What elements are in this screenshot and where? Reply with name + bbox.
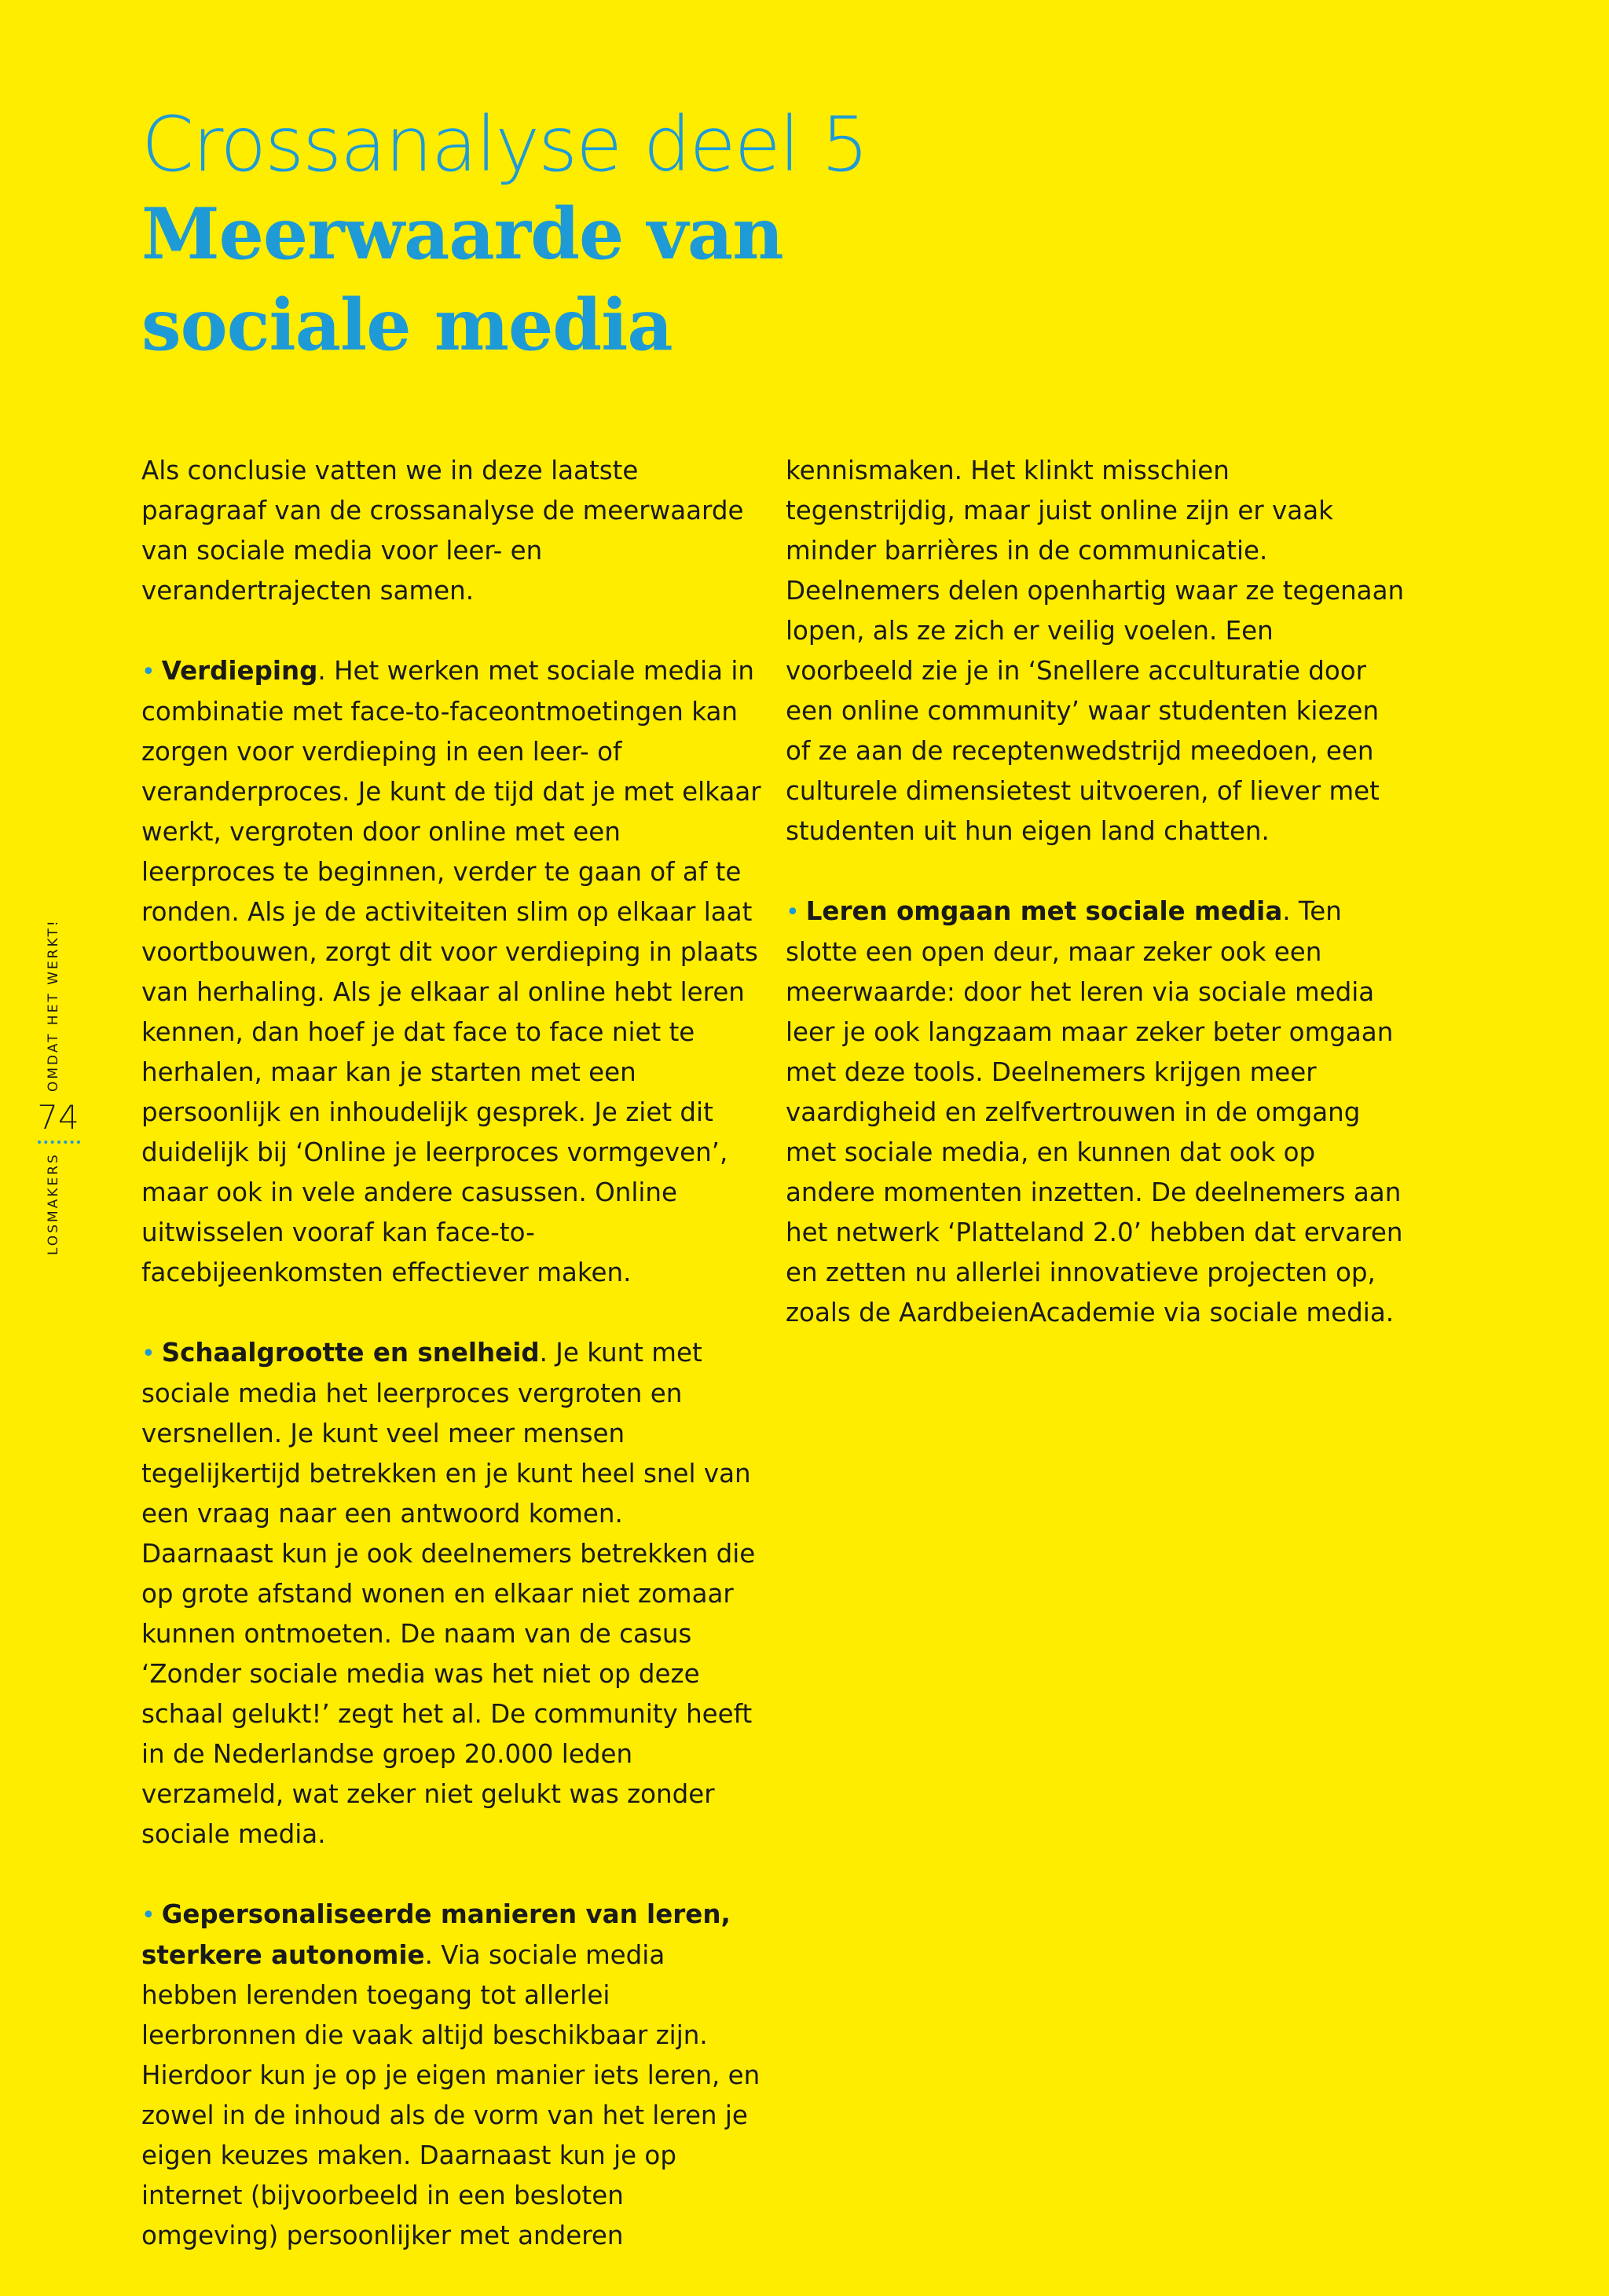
list-item-lead: Schaalgrootte en snelheid bbox=[161, 1338, 540, 1368]
list-item-body: . Je kunt met sociale media het leerproces vergroten en versnellen. Je kunt veel meer mensen tegelijkertijd betrekken en je kunt heel snel van een vraag naar een antwoord komen. Daarnaast kun je ook deelnemers betrekken die op grote afstand wonen en elkaar niet zomaar kunnen ontmoeten. De naam van de casus ‘Zonder sociale media was het niet op deze schaal gelukt!’ zegt het al. De community heeft in de Nederlandse groep 20.000 leden verzameld, wat zeker niet gelukt was zonder sociale media. bbox=[141, 1338, 756, 1849]
right-column bbox=[786, 451, 1406, 2296]
left-column bbox=[141, 451, 762, 2296]
list-item-schaalgrootte bbox=[141, 1333, 762, 1855]
list-item-leren-omgaan bbox=[786, 892, 1406, 1333]
page-title-line-1: Meerwaarde van bbox=[141, 192, 783, 276]
list-item-body: . Het werken met sociale media in combinatie met face-to-faceontmoetingen kan zorgen voor verdieping in een leer- of veranderproces. Je kunt de tijd dat je met elkaar werkt, vergroten door online met een leerproces te beginnen, verder te gaan of af te ronden. Als je de activiteiten slim op elkaar laat voortbouwen, zorgt dit voor verdieping in plaats van herhaling. Als je elkaar al online hebt leren kennen, dan hoef je dat face to face niet te herhalen, maar kan je starten met een persoonlijk en inhoudelijk gesprek. Je ziet dit duidelijk bij ‘Online je leerproces vormgeven’, maar ook in vele andere casussen. Online uitwisselen vooraf kan face-to-facebijeenkomsten effectiever maken. bbox=[141, 656, 761, 1287]
bullet-icon: • bbox=[141, 1340, 156, 1368]
list-item-lead: Verdieping bbox=[161, 656, 318, 686]
list-item-verdieping bbox=[141, 651, 762, 1293]
book-running-head: LOSMAKERS bbox=[46, 1152, 61, 1255]
bullet-icon: • bbox=[786, 899, 800, 926]
page-title-line-2: sociale media bbox=[141, 284, 673, 367]
list-item-body: . Via sociale media hebben lerenden toegang tot allerlei leerbronnen die vaak altijd beschikbaar zijn. Hierdoor kun je op je eigen manier iets leren, en zowel in de inhoud als de vorm van het leren je eigen keuzes maken. Daarnaast kun je op internet (bijvoorbeeld in een besloten omgeving) persoonlijker met anderen bbox=[141, 1940, 761, 2250]
list-item-gepersonaliseerd bbox=[141, 1895, 762, 2256]
page-number-divider bbox=[38, 1141, 80, 1144]
page-heading bbox=[141, 101, 1163, 371]
intro-paragraph: Als conclusie vatten we in deze laatste paragraaf van de crossanalyse de meerwaarde van sociale media voor leer- en verandertrajecten samen. bbox=[141, 456, 744, 606]
section-kicker: Crossanalyse deel 5 bbox=[141, 101, 868, 189]
page-number: 74 bbox=[37, 1098, 79, 1137]
bullet-icon: • bbox=[141, 1902, 156, 1929]
page-title bbox=[141, 189, 1163, 371]
body-columns bbox=[141, 451, 1406, 2296]
list-item-lead: Gepersonaliseerde manieren van leren, sterkere autonomie bbox=[141, 1899, 731, 1970]
continued-paragraph: kennismaken. Het klinkt misschien tegenstrijdig, maar juist online zijn er vaak minder barrières in de communicatie. Deelnemers delen openhartig waar ze tegenaan lopen, als ze zich er veilig voelen. Een voorbeeld zie je in ‘Snellere acculturatie door een online community’ waar studenten kiezen of ze aan de receptenwedstrijd meedoen, een culturele dimensietest uitvoeren, of liever met studenten uit hun eigen land chatten. bbox=[786, 456, 1405, 846]
section-running-head: OMDAT HET WERKT! bbox=[46, 918, 61, 1092]
list-item-body: . Ten slotte een open deur, maar zeker ook een meerwaarde: door het leren via sociale media leer je ook langzaam maar zeker beter omgaan met deze tools. Deelnemers krijgen meer vaardigheid en zelfvertrouwen in de omgang met sociale media, en kunnen dat ook op andere momenten inzetten. De deelnemers aan het netwerk ‘Platteland 2.0’ hebben dat ervaren en zetten nu allerlei innovatieve projecten op, zoals de AardbeienAcademie via sociale media. bbox=[786, 896, 1403, 1327]
bullet-icon: • bbox=[141, 658, 156, 686]
list-item-lead: Leren omgaan met sociale media bbox=[805, 896, 1283, 926]
